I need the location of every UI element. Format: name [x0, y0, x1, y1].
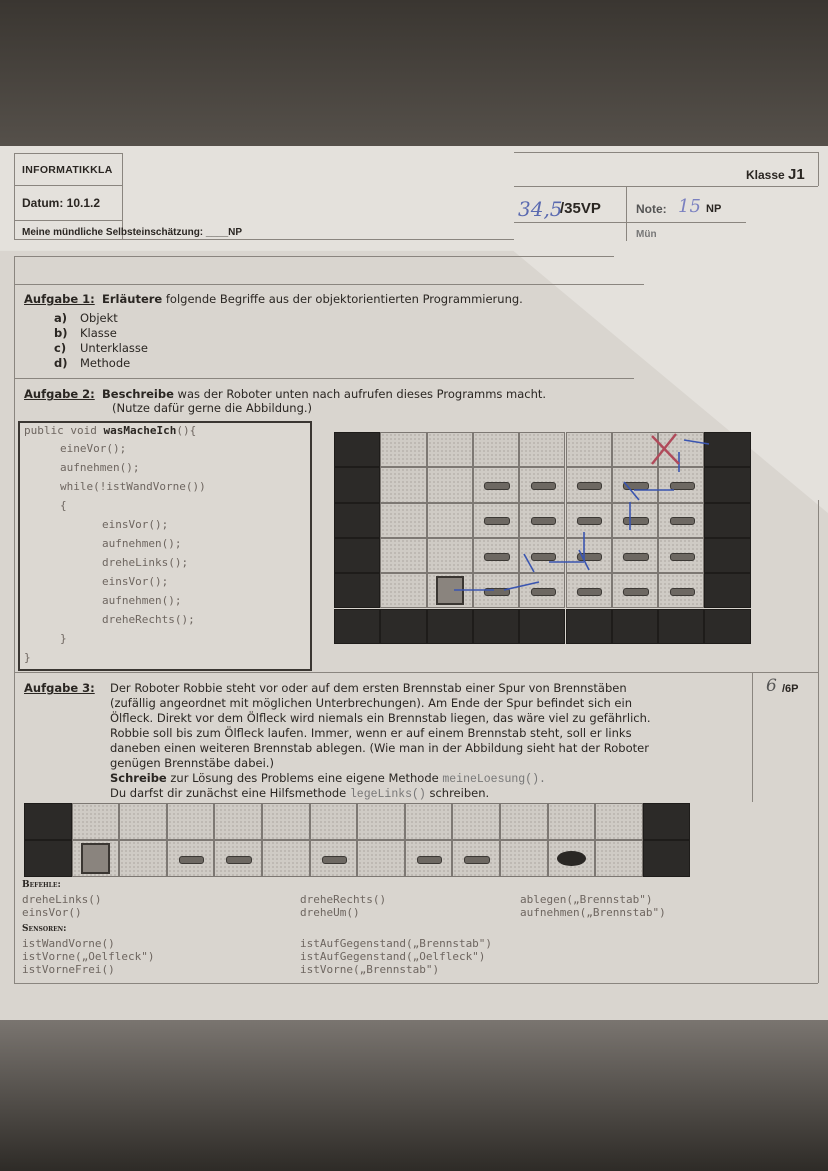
fuel-rod: [226, 856, 252, 864]
code-line: aufnehmen();: [60, 461, 140, 474]
fuel-rod: [179, 856, 205, 864]
task1-item: Objekt: [80, 311, 118, 325]
frame-line: [14, 256, 15, 983]
sensor-entry: istVorneFrei(): [22, 963, 115, 976]
header-border: [626, 186, 627, 241]
code-line: einsVor();: [102, 575, 169, 588]
floor-cell: [310, 803, 358, 840]
frame-line: [818, 500, 819, 983]
code-line: dreheLinks();: [102, 556, 189, 569]
task3-text-line: daneben einen weiteren Brennstab ablegen. (Wie man in der Abbildung sieht hat der Roboter: [110, 741, 649, 755]
task3-text-line: genügen Brennstäbe dabei.): [110, 756, 274, 770]
wall-cell: [643, 840, 691, 877]
task3-points-handwritten: 6: [766, 676, 777, 696]
fuel-rod: [464, 856, 490, 864]
ink-arrow: [684, 440, 709, 444]
header-border: [14, 185, 122, 186]
floor-cell: [405, 803, 453, 840]
wall-cell: [24, 840, 72, 877]
task1-item-letter: d): [54, 356, 68, 370]
header-border: [14, 220, 122, 221]
background-top: [0, 0, 828, 146]
header-border: [514, 186, 818, 187]
frame-line: [14, 672, 818, 673]
task3-instruction: Schreibe zur Lösung des Problems eine eigene Methode meineLoesung().: [110, 771, 546, 786]
floor-cell: [119, 840, 167, 877]
score-handwritten: 34,5: [518, 197, 563, 221]
date-field: Datum: 10.1.2: [22, 196, 101, 210]
ink-cross: [624, 482, 639, 500]
task1-item-letter: c): [54, 341, 67, 355]
command-entry: aufnehmen(„Brennstab"): [520, 906, 666, 919]
floor-cell: [357, 840, 405, 877]
wall-cell: [24, 803, 72, 840]
floor-cell: [452, 803, 500, 840]
floor-cell: [262, 840, 310, 877]
task1-item: Klasse: [80, 326, 117, 340]
sensor-entry: istVorne(„Oelfleck"): [22, 950, 155, 963]
task1-heading: Aufgabe 1: Erläutere folgende Begriffe aus der objektorientierten Programmierung.: [24, 292, 523, 306]
note-handwritten: 15: [678, 196, 701, 217]
task3-hint: Du darfst dir zunächst eine Hilfsmethode legeLinks() schreiben.: [110, 786, 490, 801]
header-border: [14, 239, 514, 240]
header-border: [818, 152, 819, 186]
task3-text-line: (zufällig angeordnet mit möglichen Unterbrechungen). Am Ende der Spur befindet sich ein: [110, 696, 632, 710]
subject-label: INFORMATIKKLA: [22, 164, 113, 176]
code-line: aufnehmen();: [102, 537, 182, 550]
wall-cell: [643, 803, 691, 840]
task3-label: Aufgabe 3:: [24, 681, 95, 695]
command-entry: dreheUm(): [300, 906, 360, 919]
background-bottom: [0, 1020, 828, 1171]
note-label: Note:: [636, 202, 667, 216]
code-line: }: [24, 651, 31, 664]
task2-heading: Aufgabe 2: Beschreibe was der Roboter unten nach aufrufen dieses Programms macht.: [24, 387, 547, 401]
befehle-label: Befehle:: [22, 880, 61, 890]
floor-cell: [357, 803, 405, 840]
floor-cell: [167, 803, 215, 840]
self-assessment: Meine mündliche Selbsteinschätzung: ____NP: [22, 227, 243, 238]
code-line: }: [60, 632, 67, 645]
ink-cross: [524, 554, 534, 572]
sensor-entry: istWandVorne(): [22, 937, 115, 950]
frame-line: [14, 256, 614, 257]
class-field: Klasse J1: [746, 166, 805, 183]
floor-cell: [262, 803, 310, 840]
muendlich-field: Mün: [636, 229, 657, 240]
code-line: aufnehmen();: [102, 594, 182, 607]
frame-line: [14, 284, 644, 285]
task1-item: Methode: [80, 356, 131, 370]
task1-item-letter: b): [54, 326, 68, 340]
code-line: dreheRechts();: [102, 613, 195, 626]
command-entry: dreheRechts(): [300, 893, 387, 906]
score-total: /35VP: [560, 200, 601, 217]
sensor-entry: istAufGegenstand(„Brennstab"): [300, 937, 493, 950]
floor-cell: [500, 840, 548, 877]
floor-cell: [72, 803, 120, 840]
header-border: [14, 153, 15, 239]
sensor-entry: istAufGegenstand(„Oelfleck"): [300, 950, 486, 963]
ink-arrow: [504, 582, 539, 590]
code-line: {: [60, 499, 67, 512]
task3-points-total: /6P: [782, 683, 799, 695]
code-signature: public void wasMacheIch(){: [24, 424, 197, 437]
command-entry: ablegen(„Brennstab"): [520, 893, 653, 906]
frame-line: [752, 672, 753, 802]
task1-item: Unterklasse: [80, 341, 148, 355]
fuel-rod: [322, 856, 348, 864]
floor-cell: [214, 803, 262, 840]
floor-cell: [119, 803, 167, 840]
command-entry: dreheLinks(): [22, 893, 102, 906]
note-unit: NP: [706, 203, 722, 215]
floor-cell: [595, 840, 643, 877]
oil-stain-icon: [557, 851, 586, 866]
robot-world-task3: [24, 803, 690, 877]
frame-line: [14, 378, 634, 379]
header-border: [14, 153, 122, 154]
handwritten-arrows: [334, 432, 751, 644]
floor-cell: [500, 803, 548, 840]
fuel-rod: [417, 856, 443, 864]
sensor-entry: istVorne(„Brennstab"): [300, 963, 440, 976]
robot-icon: [81, 843, 110, 874]
header-border: [514, 222, 746, 223]
task3-text-line: Ölfleck. Direkt vor dem Ölfleck wird niemals ein Brennstab liegen, das wäre viel zu gefährlich.: [110, 711, 651, 725]
floor-cell: [548, 803, 596, 840]
code-line: einsVor();: [102, 518, 169, 531]
frame-line: [14, 983, 818, 984]
task1-item-letter: a): [54, 311, 68, 325]
task2-hint: (Nutze dafür gerne die Abbildung.): [112, 401, 313, 415]
task3-text-line: Der Roboter Robbie steht vor oder auf dem ersten Brennstab einer Spur von Brennstäben: [110, 681, 627, 695]
code-line: while(!istWandVorne()): [60, 480, 206, 493]
task3-text-line: Robbie soll bis zum Ölfleck laufen. Immer, wenn er auf einem Brennstab steht, soll er links: [110, 726, 632, 740]
command-entry: einsVor(): [22, 906, 82, 919]
header-border: [514, 152, 818, 153]
sensoren-label: Sensoren:: [22, 924, 67, 934]
code-line: eineVor();: [60, 442, 127, 455]
floor-cell: [595, 803, 643, 840]
